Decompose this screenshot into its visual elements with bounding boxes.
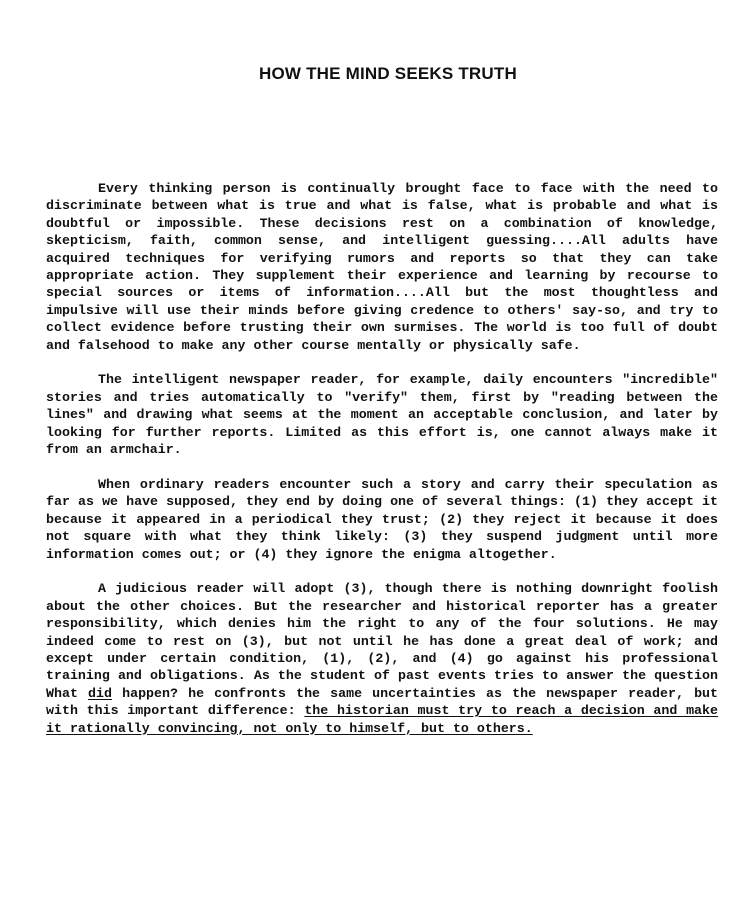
paragraph-4 <box>46 580 718 737</box>
document-title: HOW THE MIND SEEKS TRUTH <box>259 64 517 83</box>
paragraph-1: Every thinking person is continually brought face to face with the need to discriminate between what is true and what is false, what is probable and what is doubtful or impossible. These decisions rest on a combination of knowledge, skepticism, faith, common sense, and intelligent guessing....All adults have acquired techniques for verifying rumors and reports so that they can take appropriate action. They supplement their experience and learning by recourse to special sources or items of information....All but the most thoughtless and impulsive will use their minds before giving credence to others' say-so, and try to collect evidence before trusting their own surmises. The world is too full of doubt and falsehood to make any other course mentally or physically safe. <box>46 181 718 353</box>
underlined-word-did: did <box>88 685 112 701</box>
underlined-conclusion: the historian must try to reach a decision and make it rationally convincing, not only to himself, but to others. <box>46 703 718 736</box>
paragraph-3: When ordinary readers encounter such a story and carry their speculation as far as we have supposed, they end by doing one of several things: (1) they accept it because it appeared in a periodical they trust; (2) they reject it because it does not square with what they think likely: (3) they suspend judgment until more information comes out; or (4) they ignore the enigma altogether. <box>46 476 718 562</box>
paragraph-2: The intelligent newspaper reader, for example, daily encounters "incredible" stories and tries automatically to "verify" them, first by "reading between the lines" and drawing what seems at the moment an acceptable conclusion, and later by looking for further reports. Limited as this effort is, one cannot always make it from an armchair. <box>46 372 718 458</box>
document-body <box>46 180 718 737</box>
paragraph-4-text-middle: happen? he confronts the same uncertainties as the newspaper reader, but with this important difference: <box>46 685 719 719</box>
paragraph-4-text-start: A judicious reader will adopt (3), though there is nothing downright foolish about the other choices. But the researcher and historical reporter has a greater responsibility, which denies him the right to any of the four solutions. He may indeed come to rest on (3), but not until he has done a great deal of work; and except under certain condition, (1), (2), and (4) go against his professional training and obligations. As the student of past events tries to answer the question What <box>46 581 718 701</box>
